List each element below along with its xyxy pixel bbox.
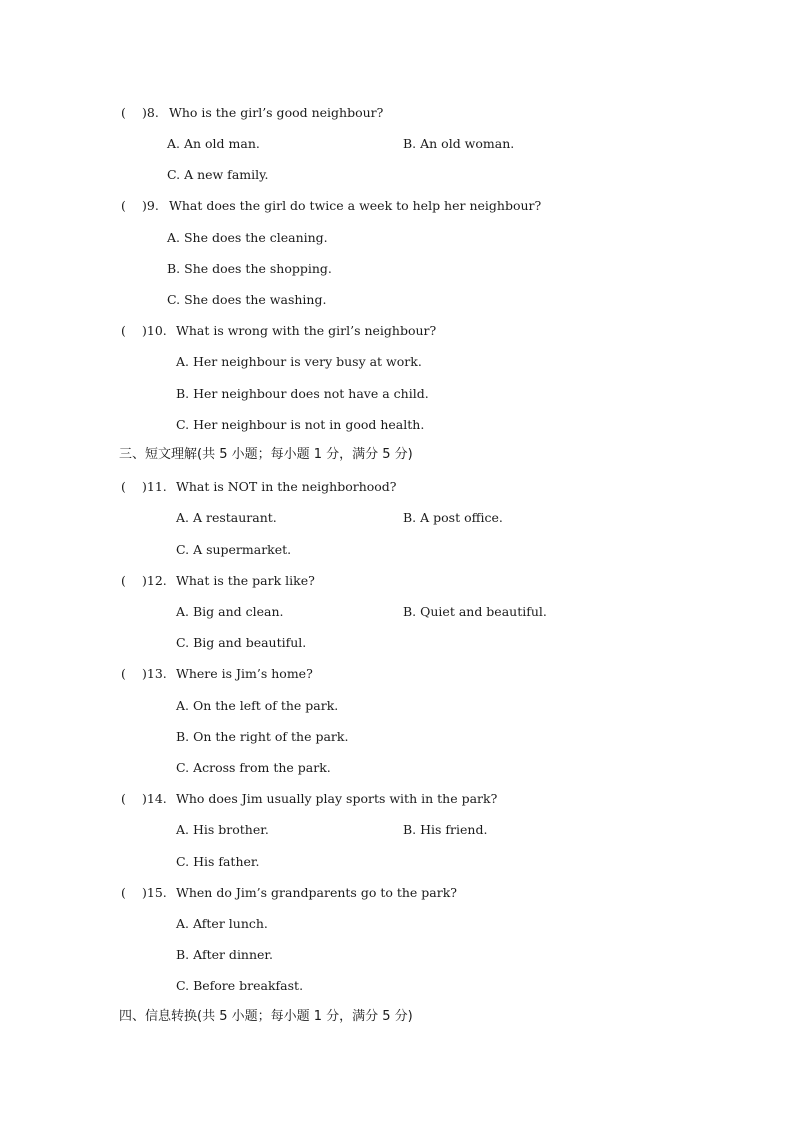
answer-paren: ( — [121, 573, 126, 588]
answer-paren: ( — [121, 198, 126, 213]
option-a: A. An old man. — [167, 136, 260, 151]
question-stem: When do Jim’s grandparents go to the park? — [176, 885, 457, 900]
question-stem: What is the park like? — [176, 573, 315, 588]
section-heading-info: 四、信息转换(共 5 小题；每小题 1 分，满分 5 分) — [119, 1009, 413, 1024]
option-b: B. She does the shopping. — [167, 261, 332, 276]
option-c: C. Big and beautiful. — [176, 635, 307, 650]
option-c: C. His father. — [176, 854, 260, 869]
question-stem: What is wrong with the girl’s neighbour? — [176, 323, 437, 338]
option-c: C. She does the washing. — [167, 292, 327, 307]
option-b: B. His friend. — [403, 822, 488, 837]
option-a: A. A restaurant. — [176, 510, 277, 525]
section-heading-reading: 三、短文理解(共 5 小题；每小题 1 分，满分 5 分) — [119, 447, 413, 462]
answer-paren: ( — [121, 791, 126, 806]
option-a: A. Her neighbour is very busy at work. — [176, 354, 422, 369]
answer-paren: ( — [121, 105, 126, 120]
question-number: )15. — [142, 885, 167, 900]
question-stem: What does the girl do twice a week to help her neighbour? — [169, 198, 542, 213]
answer-paren: ( — [121, 323, 126, 338]
option-a: A. Big and clean. — [176, 604, 284, 619]
option-b: B. An old woman. — [403, 136, 515, 151]
question-number: )8. — [142, 105, 159, 120]
option-a: A. On the left of the park. — [176, 698, 339, 713]
option-a: A. She does the cleaning. — [167, 230, 328, 245]
answer-paren: ( — [121, 479, 126, 494]
question-number: )12. — [142, 573, 167, 588]
option-c: C. Across from the park. — [176, 760, 331, 775]
question-number: )10. — [142, 323, 167, 338]
question-number: )11. — [142, 479, 167, 494]
question-number: )13. — [142, 666, 167, 681]
answer-paren: ( — [121, 885, 126, 900]
option-b: B. After dinner. — [176, 947, 274, 962]
option-a: A. His brother. — [176, 822, 269, 837]
option-c: C. Her neighbour is not in good health. — [176, 417, 425, 432]
question-number: )9. — [142, 198, 159, 213]
option-b: B. A post office. — [403, 510, 503, 525]
option-a: A. After lunch. — [176, 916, 268, 931]
option-b: B. On the right of the park. — [176, 729, 349, 744]
question-stem: Who does Jim usually play sports with in the park? — [176, 791, 498, 806]
option-b: B. Quiet and beautiful. — [403, 604, 547, 619]
question-number: )14. — [142, 791, 167, 806]
option-c: C. A supermarket. — [176, 542, 292, 557]
question-stem: Who is the girl’s good neighbour? — [169, 105, 384, 120]
answer-paren: ( — [121, 666, 126, 681]
question-stem: Where is Jim’s home? — [176, 666, 313, 681]
option-c: C. Before breakfast. — [176, 978, 304, 993]
option-b: B. Her neighbour does not have a child. — [176, 386, 429, 401]
question-stem: What is NOT in the neighborhood? — [176, 479, 397, 494]
option-c: C. A new family. — [167, 167, 269, 182]
